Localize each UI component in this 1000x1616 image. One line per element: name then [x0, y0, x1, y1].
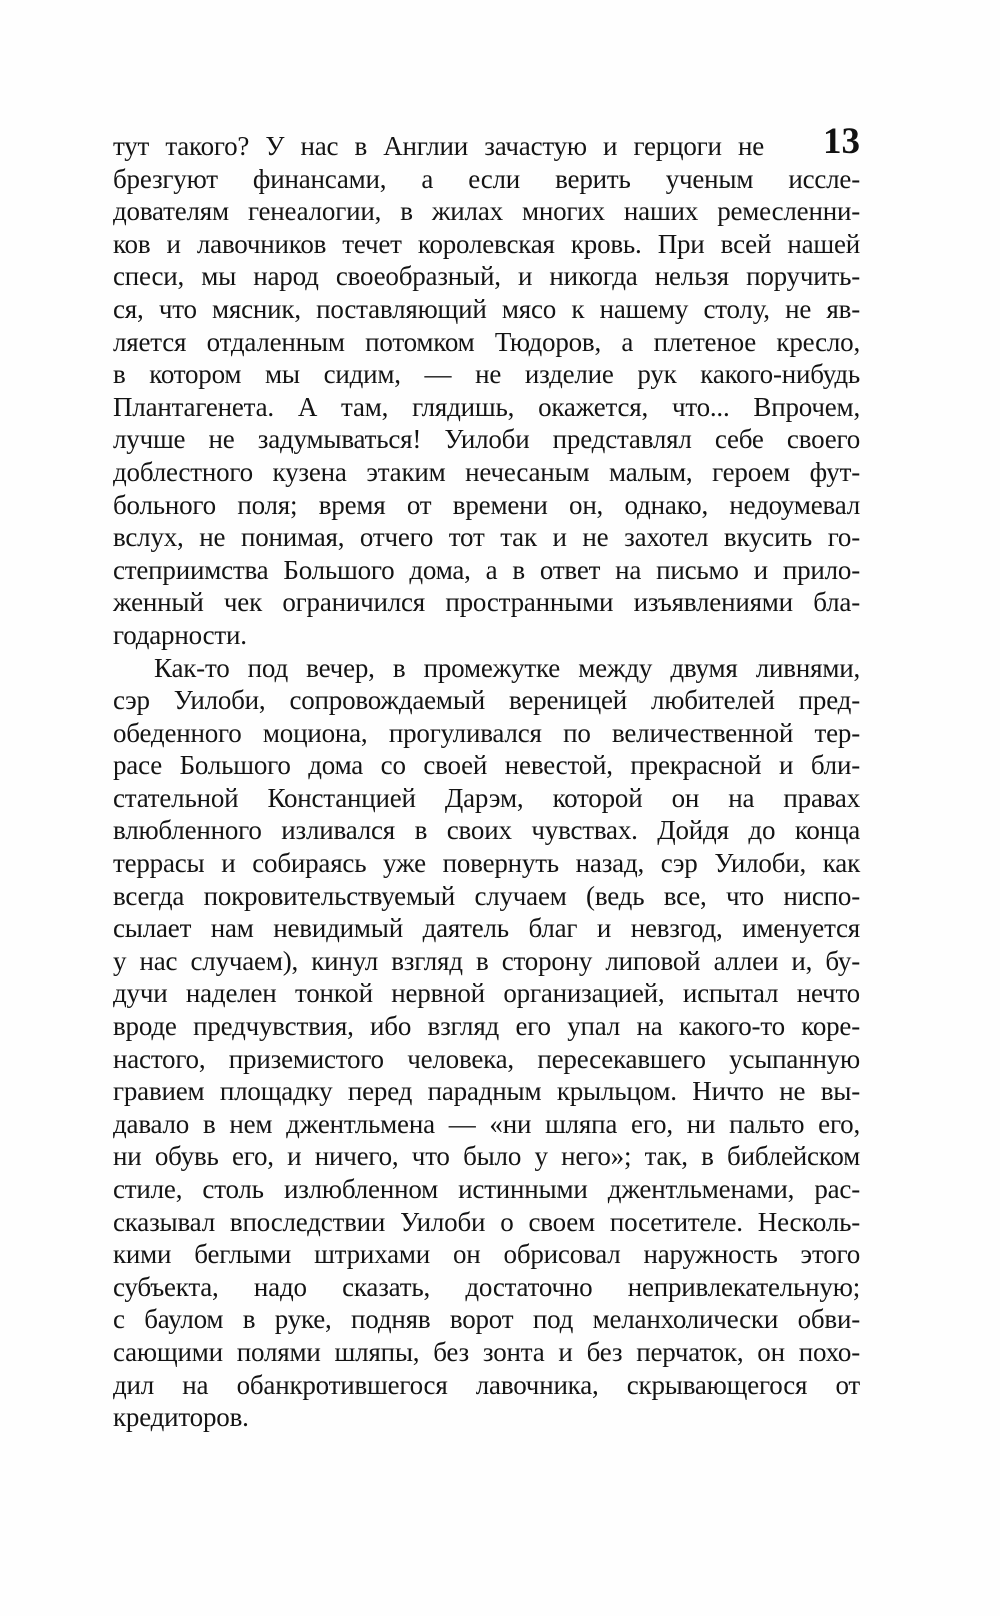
text-line: женный чек ограничился пространными изъявлениями бла- [113, 587, 860, 618]
text-line: доблестного кузена этаким нечесаным малым, героем фут- [113, 456, 860, 487]
text-line: стиле, столь излюбленном истинными джентльменами, рас- [113, 1174, 860, 1204]
text-line: обеденного моциона, прогуливался по величественной тер- [113, 717, 860, 748]
page-number: 13 [823, 121, 860, 162]
text-line: настого, приземистого человека, пересекавшего усыпанную [113, 1043, 860, 1074]
text-line: сказывал впоследствии Уилоби о своем посетителе. Несколь- [113, 1206, 860, 1237]
text-line: годарности. [113, 619, 247, 650]
text-line: больного поля; время от времени он, однако, недоумевал [113, 489, 860, 520]
text-line: давало в нем джентльмена — «ни шляпа его, ни пальто его, [113, 1108, 860, 1139]
text-line: Плантагенета. А там, глядишь, окажется, что... Впрочем, [113, 391, 860, 422]
text-line: брезгуют финансами, а если верить ученым иссле- [113, 163, 860, 194]
text-line: в котором мы сидим, — не изделие рук какого-нибудь [113, 359, 860, 390]
text-line: у нас случаем), кинул взгляд в сторону липовой аллеи и, бу- [113, 945, 860, 976]
paragraph [113, 652, 860, 1434]
text-line: ляется отдаленным потомком Тюдоров, а плетеное кресло, [113, 326, 860, 357]
text-line: ся, что мясник, поставляющий мясо к нашему столу, не яв- [113, 293, 860, 324]
text-line: дучи наделен тонкой нервной организацией, испытал нечто [113, 978, 860, 1009]
text-line: кредиторов. [113, 1402, 249, 1433]
text-line: террасы и собираясь уже повернуть назад, сэр Уилоби, как [113, 848, 860, 879]
text-line: вроде предчувствия, ибо взгляд его упал на какого-то коре- [113, 1011, 860, 1042]
text-line: ков и лавочников течет королевская кровь. При всей нашей [113, 228, 860, 259]
text-block [113, 130, 860, 1434]
text-line: гравием площадку перед парадным крыльцом. Ничто не вы- [113, 1076, 860, 1107]
text-line: кими беглыми штрихами он обрисовал наружность этого [113, 1239, 860, 1270]
text-line: ни обувь его, и ничего, что было у него»; так, в библейском [113, 1141, 860, 1172]
text-line: тут такого? У нас в Англии зачастую и герцоги не [113, 131, 764, 161]
text-line: расе Большого дома со своей невестой, прекрасной и бли- [113, 750, 860, 781]
text-line: с баулом в руке, подняв ворот под меланхолически обви- [113, 1304, 860, 1335]
text-line: степриимства Большого дома, а в ответ на письмо и прило- [113, 554, 860, 585]
paragraph [113, 130, 860, 652]
text-line: сылает нам невидимый даятель благ и невзгод, именуется [113, 913, 860, 944]
text-line: стательной Констанцией Дарэм, которой он на правах [113, 782, 860, 813]
text-line: сэр Уилоби, сопровождаемый вереницей любителей пред- [113, 685, 860, 716]
text-line: Как-то под вечер, в промежутке между двумя ливнями, [154, 652, 860, 683]
text-line: лучше не задумываться! Уилоби представлял себе своего [113, 424, 860, 455]
text-line: дователям генеалогии, в жилах многих наших ремесленни- [113, 196, 860, 227]
text-line: всегда покровительствуемый случаем (ведь все, что ниспо- [113, 880, 860, 911]
text-line: субъекта, надо сказать, достаточно непривлекательную; [113, 1271, 860, 1302]
text-line: влюбленного изливался в своих чувствах. Дойдя до конца [113, 815, 860, 846]
text-line: спеси, мы народ своеобразный, и никогда нельзя поручить- [113, 261, 860, 292]
text-line: дил на обанкротившегося лавочника, скрывающегося от [113, 1369, 860, 1400]
text-line: сающими полями шляпы, без зонта и без перчаток, он похо- [113, 1336, 860, 1367]
text-line: вслух, не понимая, отчего тот так и не захотел вкусить го- [113, 522, 860, 553]
